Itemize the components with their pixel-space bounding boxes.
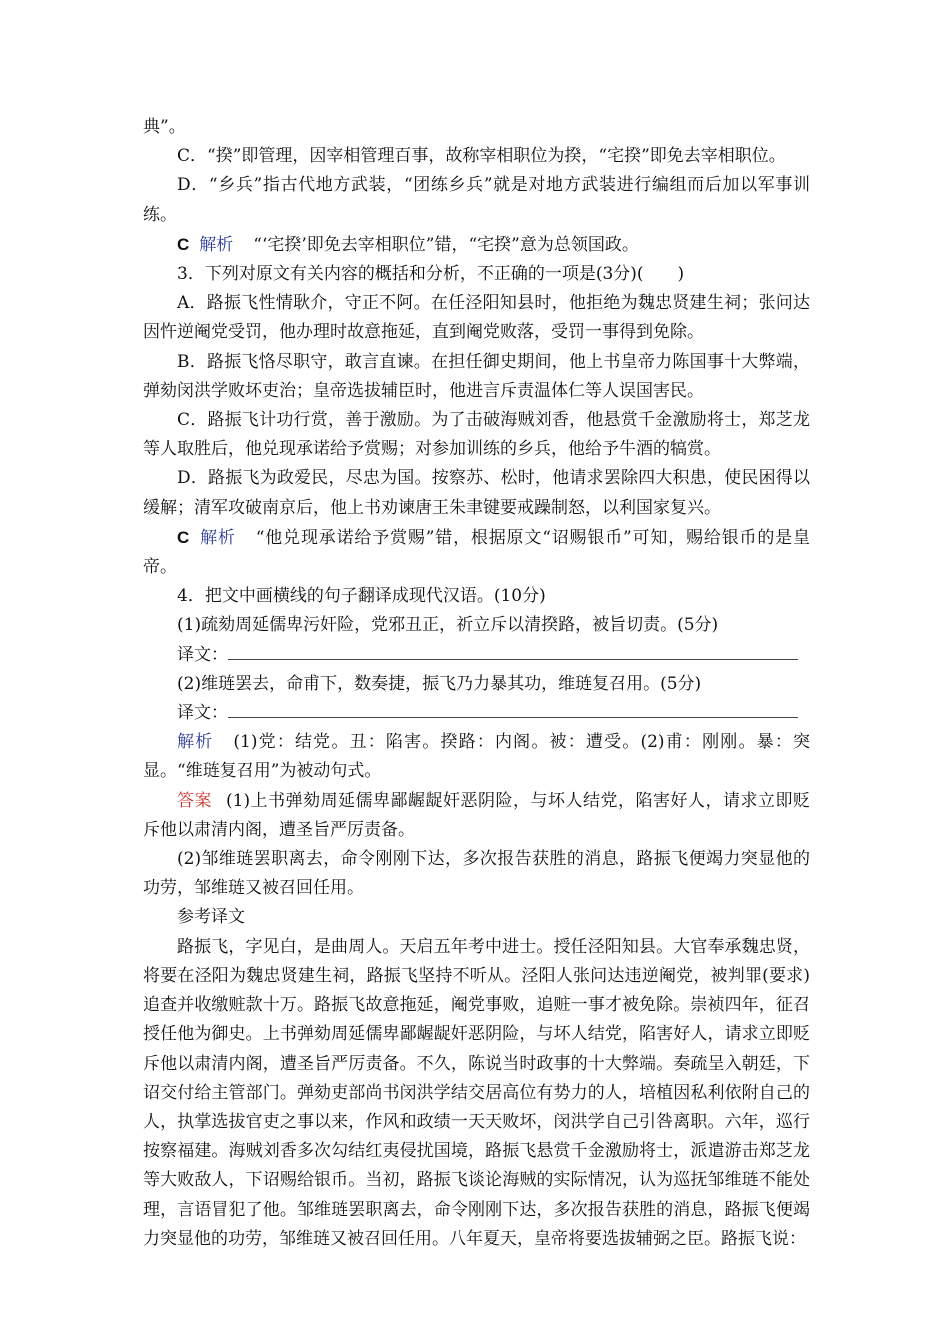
analysis-q4 <box>143 728 810 786</box>
analysis-text: “‘宅揆’即免去宰相职位”错，“宅揆”意为总领国政。 <box>253 234 639 255</box>
answer-q4 <box>143 787 810 845</box>
question-3: 3．下列对原文有关内容的概括和分析，不正确的一项是(3分)( ) <box>177 264 685 285</box>
analysis-text: (1)党：结党。丑：陷害。揆路：内阁。被：遭受。(2)甫：刚刚。暴：突显。“维琏复召用”为被动句式。 <box>143 732 810 782</box>
answer-label: 答案 <box>177 790 212 811</box>
analysis-label: 解析 <box>199 234 234 255</box>
analysis-label: 解析 <box>199 527 236 548</box>
option-c: C．路振飞计功行赏，善于激励。为了击破海贼刘香，他悬赏千金激励将士，郑芝龙等人取胜后，他兑现承诺给予赏赐；对参加训练的乡兵，他给予牛酒的犒赏。 <box>143 410 810 460</box>
answer-letter: C <box>177 527 190 547</box>
option-d: D．“乡兵”指古代地方武装，“团练乡兵”就是对地方武装进行编组而后加以军事训练。 <box>143 175 810 225</box>
option-c: C．“揆”即管理，因宰相管理百事，故称宰相职位为揆，“宅揆”即免去宰相职位。 <box>177 146 786 167</box>
translation-line-1 <box>143 641 810 670</box>
reference-text: 路振飞，字见白，是曲周人。天启五年考中进士。授任泾阳知县。大官奉承魏忠贤，将要在泾阳为魏忠贤建生祠，路振飞坚持不听从。泾阳人张问达违逆阉党，被判罪(要求)追查并收缴赃款十万。路振飞故意拖延，阉党事败，追赃一事才被免除。崇祯四年，征召授任他为御史。上书弹劾周延儒卑鄙龌龊奸恶阴险，与坏人结党，陷害好人，请求立即贬斥他以肃清内阁，遭圣旨严厉责备。不久，陈说当时政事的十大弊端。奏疏呈入朝廷，下诏交付给主管部门。弹劾吏部尚书闵洪学结交居高位有势力的人，培植因私利依附自己的人，执掌选拔官吏之事以来，作风和政绩一天天败坏，闵洪学自己引咎离职。六年，巡行按察福建。海贼刘香多次勾结红夷侵扰国境，路振飞悬赏千金激励将士，派遣游击郑芝龙等大败敌人，下诏赐给银币。当初，路振飞谈论海贼的实际情况，认为巡抚邹维琏不能处理，言语冒犯了他。邹维琏罢职离去，命令刚刚下达，多次报告获胜的消息，路振飞便竭力突显他的功劳，邹维琏又被召回任用。八年夏天，皇帝将要选拔辅弼之臣。路振飞说： <box>143 936 810 1249</box>
text-line: 典”。 <box>143 117 186 137</box>
answer-blank[interactable] <box>228 644 798 660</box>
translation-label: 译文： <box>177 644 228 665</box>
option-a: A．路振飞性情耿介，守正不阿。在任泾阳知县时，他拒绝为魏忠贤建生祠；张问达因忤逆阉党受罚，他办理时故意拖延，直到阉党败落，受罚一事得到免除。 <box>143 293 810 343</box>
option-b: B．路振飞恪尽职守，敢言直谏。在担任御史期间，他上书皇帝力陈国事十大弊端，弹劾闵洪学败坏吏治；皇帝选拔辅臣时，他进言斥责温体仁等人误国害民。 <box>143 351 810 401</box>
analysis-q2 <box>143 230 810 260</box>
answer-letter: C <box>177 234 190 254</box>
answer-blank[interactable] <box>228 702 798 718</box>
reference-title: 参考译文 <box>177 907 245 928</box>
question-4: 4．把文中画横线的句子翻译成现代汉语。(10分) <box>177 586 546 607</box>
analysis-q3 <box>143 523 810 582</box>
translation-line-2 <box>143 699 810 728</box>
question-4-1: (1)疏劾周延儒卑污奸险，党邪丑正，祈立斥以清揆路，被旨切责。(5分) <box>177 615 719 636</box>
translation-label: 译文： <box>177 703 228 724</box>
analysis-text: “他兑现承诺给予赏赐”错，根据原文“诏赐银币”可知，赐给银币的是皇帝。 <box>143 527 810 578</box>
option-d: D．路振飞为政爱民，尽忠为国。按察苏、松时，他请求罢除四大积患，使民困得以缓解；清军攻破南京后，他上书劝谏唐王朱聿键要戒躁制怒，以利国家复兴。 <box>143 468 810 518</box>
answer-text: (1)上书弹劾周延儒卑鄙龌龊奸恶阴险，与坏人结党，陷害好人，请求立即贬斥他以肃清内阁，遭圣旨严厉责备。 <box>143 790 810 840</box>
answer-q4-2: (2)邹维琏罢职离去，命令刚刚下达，多次报告获胜的消息，路振飞便竭力突显他的功劳，邹维琏又被召回任用。 <box>143 849 810 899</box>
question-4-2: (2)维琏罢去，命甫下，数奏捷，振飞乃力暴其功，维琏复召用。(5分) <box>177 673 702 694</box>
document-content <box>143 113 810 1254</box>
analysis-label: 解析 <box>177 732 214 753</box>
